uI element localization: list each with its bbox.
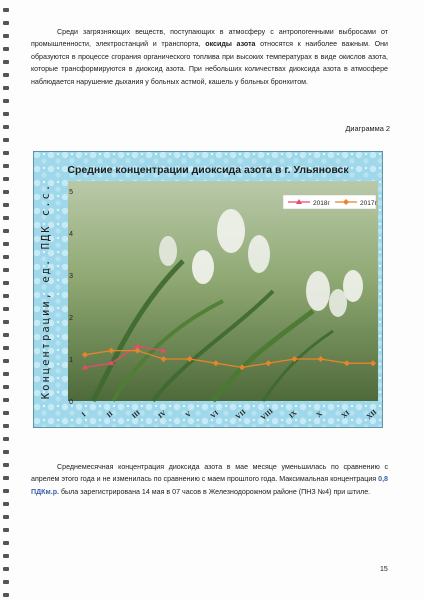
binding-ring — [3, 73, 9, 77]
binding-ring — [3, 424, 9, 428]
x-tick-label: VIII — [259, 407, 275, 422]
binding-ring — [3, 463, 9, 467]
chart-legend — [283, 195, 377, 209]
paragraph-summary — [31, 461, 388, 498]
binding-ring — [3, 268, 9, 272]
y-tick-label: 4 — [69, 231, 73, 238]
paragraph-intro-text-2: относятся к наиболее важным. Они образуются в процессе сгорания органического топлива при высоких температурах в виде окислов азота, которые трансформируются в диоксид азота. При небольших количествах диоксида азота в атмосфере наблюдается нарушение дыхания у больных астмой, кашель у больных бронхитом. — [31, 40, 389, 86]
binding-ring — [3, 489, 9, 493]
binding-ring — [3, 333, 9, 337]
x-tick-label: V — [183, 409, 193, 420]
binding-ring — [3, 21, 9, 25]
binding-ring — [3, 307, 9, 311]
x-tick-label: III — [130, 408, 142, 421]
binding-ring — [3, 281, 9, 285]
y-tick-label: 0 — [69, 399, 73, 406]
binding-ring — [3, 138, 9, 142]
spiral-binding — [0, 0, 12, 600]
binding-ring — [3, 203, 9, 207]
x-tick-label: II — [105, 409, 115, 420]
binding-ring — [3, 125, 9, 129]
binding-ring — [3, 502, 9, 506]
binding-ring — [3, 190, 9, 194]
binding-ring — [3, 60, 9, 64]
legend-text-2018: 2018г — [313, 200, 330, 207]
binding-ring — [3, 242, 9, 246]
binding-ring — [3, 437, 9, 441]
x-tick-label: X — [314, 409, 324, 420]
paragraph-summary-text-1: Среднемесячная концентрация диоксида азота в мае месяце уменьшилась по сравнению с апрелем этого года и не изменилась по сравнению с маем прошлого года. Максимальная концентрация — [31, 463, 388, 484]
x-tick-label: VII — [234, 408, 248, 421]
y-axis-label: Концентрации, ед. ПДК с.с. — [40, 182, 52, 400]
binding-ring — [3, 476, 9, 480]
binding-ring — [3, 580, 9, 584]
binding-ring — [3, 112, 9, 116]
binding-ring — [3, 255, 9, 259]
binding-ring — [3, 541, 9, 545]
y-tick-label: 3 — [69, 273, 73, 280]
binding-ring — [3, 528, 9, 532]
binding-ring — [3, 177, 9, 181]
legend-text-2017: 2017г — [360, 200, 377, 207]
page-number: 15 — [380, 566, 388, 573]
chart-container — [33, 151, 383, 428]
binding-ring — [3, 151, 9, 155]
x-tick-label: IX — [287, 408, 299, 421]
x-tick-label: VI — [209, 408, 221, 421]
binding-ring — [3, 229, 9, 233]
chart-title: Средние концентрации диоксида азота в г. Ульяновск — [67, 164, 349, 176]
binding-ring — [3, 346, 9, 350]
binding-ring — [3, 385, 9, 389]
binding-ring — [3, 99, 9, 103]
binding-ring — [3, 398, 9, 402]
binding-ring — [3, 47, 9, 51]
binding-ring — [3, 164, 9, 168]
paragraph-intro-bold: оксиды азота — [205, 40, 256, 49]
chart-svg — [33, 151, 383, 428]
x-tick-label: IV — [156, 408, 168, 421]
binding-ring — [3, 320, 9, 324]
x-tick-label: XII — [365, 408, 379, 421]
y-tick-label: 2 — [69, 315, 73, 322]
x-tick-label: XI — [339, 408, 352, 421]
x-tick-label: I — [80, 410, 88, 419]
binding-ring — [3, 216, 9, 220]
paragraph-intro — [31, 26, 388, 88]
binding-ring — [3, 8, 9, 12]
paragraph-summary-text-2: была зарегистрирована 14 мая в 07 часов в Железнодорожном районе (ПНЗ №4) при штиле. — [59, 487, 371, 496]
binding-ring — [3, 372, 9, 376]
y-tick-label: 1 — [69, 357, 73, 364]
paragraph-intro-text-1: Среди загрязняющих веществ, поступающих в атмосферу с антропогенными выбросами от промышленности, электростанций и транспорта, — [31, 28, 388, 49]
binding-ring — [3, 411, 9, 415]
binding-ring — [3, 86, 9, 90]
binding-ring — [3, 567, 9, 571]
paragraph-summary-highlight: 0,8 ПДКм.р. — [31, 475, 388, 496]
y-tick-label: 5 — [69, 189, 73, 196]
binding-ring — [3, 554, 9, 558]
binding-ring — [3, 593, 9, 597]
diagram-label: Диаграмма 2 — [345, 124, 390, 133]
binding-ring — [3, 515, 9, 519]
binding-ring — [3, 294, 9, 298]
binding-ring — [3, 450, 9, 454]
binding-ring — [3, 34, 9, 38]
binding-ring — [3, 359, 9, 363]
